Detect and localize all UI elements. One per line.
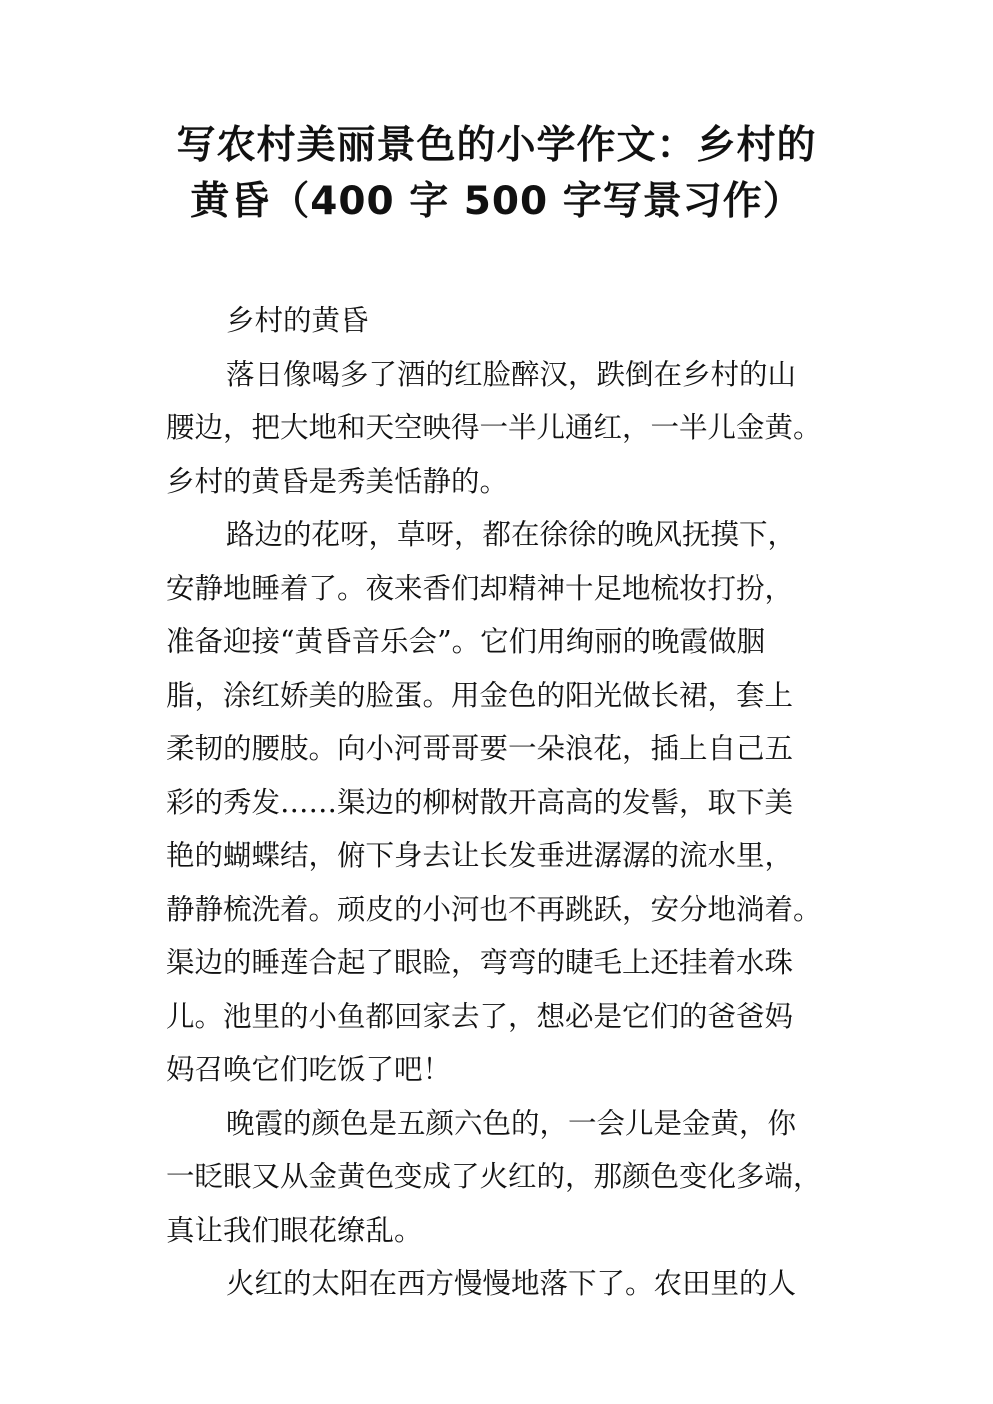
paragraph-line: 晚霞的颜色是五颜六色的，一会儿是金黄，你 (226, 1106, 797, 1140)
paragraph-line: 艳的蝴蝶结，俯下身去让长发垂进潺潺的流水里， (166, 839, 794, 872)
document-title (90, 118, 903, 230)
paragraph-line: 柔韧的腰肢。向小河哥哥要一朵浪花，插上自己五 (166, 732, 794, 765)
paragraph-line: 真让我们眼花缭乱。 (166, 1213, 423, 1247)
paragraph-line: 腰边，把大地和天空映得一半儿通红，一半儿金黄。 (166, 411, 822, 444)
title-line-2: 黄昏（400 字 500 字写景习作） (190, 179, 803, 224)
paragraph-line: 静静梳洗着。顽皮的小河也不再跳跃，安分地淌着。 (166, 892, 822, 926)
title-line-1: 写农村美丽景色的小学作文：乡村的 (176, 123, 817, 168)
paragraph-line: 渠边的睡莲合起了眼睑，弯弯的睫毛上还挂着水珠 (166, 946, 794, 979)
paragraph-line: 安静地睡着了。夜来香们却精神十足地梳妆打扮， (166, 571, 794, 605)
paragraph-line: 准备迎接“黄昏音乐会”。它们用绚丽的晚霞做胭 (166, 625, 766, 658)
paragraph-line: 一眨眼又从金黄色变成了火红的，那颜色变化多端， (166, 1160, 822, 1193)
document-body (166, 294, 846, 1311)
paragraph-line: 落日像喝多了酒的红脸醉汉，跌倒在乡村的山 (226, 357, 797, 391)
paragraph-line: 脂，涂红娇美的脸蛋。用金色的阳光做长裙，套上 (166, 678, 794, 712)
paragraph-line: 路边的花呀，草呀，都在徐徐的晚风抚摸下， (226, 518, 797, 551)
paragraph-line: 妈召唤它们吃饭了吧！ (166, 1053, 452, 1086)
paragraph-line: 乡村的黄昏是秀美恬静的。 (166, 464, 509, 498)
paragraph-line: 火红的太阳在西方慢慢地落下了。农田里的人 (226, 1267, 797, 1300)
paragraph-line: 彩的秀发……渠边的柳树散开高高的发髻，取下美 (166, 785, 794, 819)
subtitle-line: 乡村的黄昏 (226, 304, 369, 337)
paragraph-line: 儿。池里的小鱼都回家去了，想必是它们的爸爸妈 (166, 999, 794, 1033)
